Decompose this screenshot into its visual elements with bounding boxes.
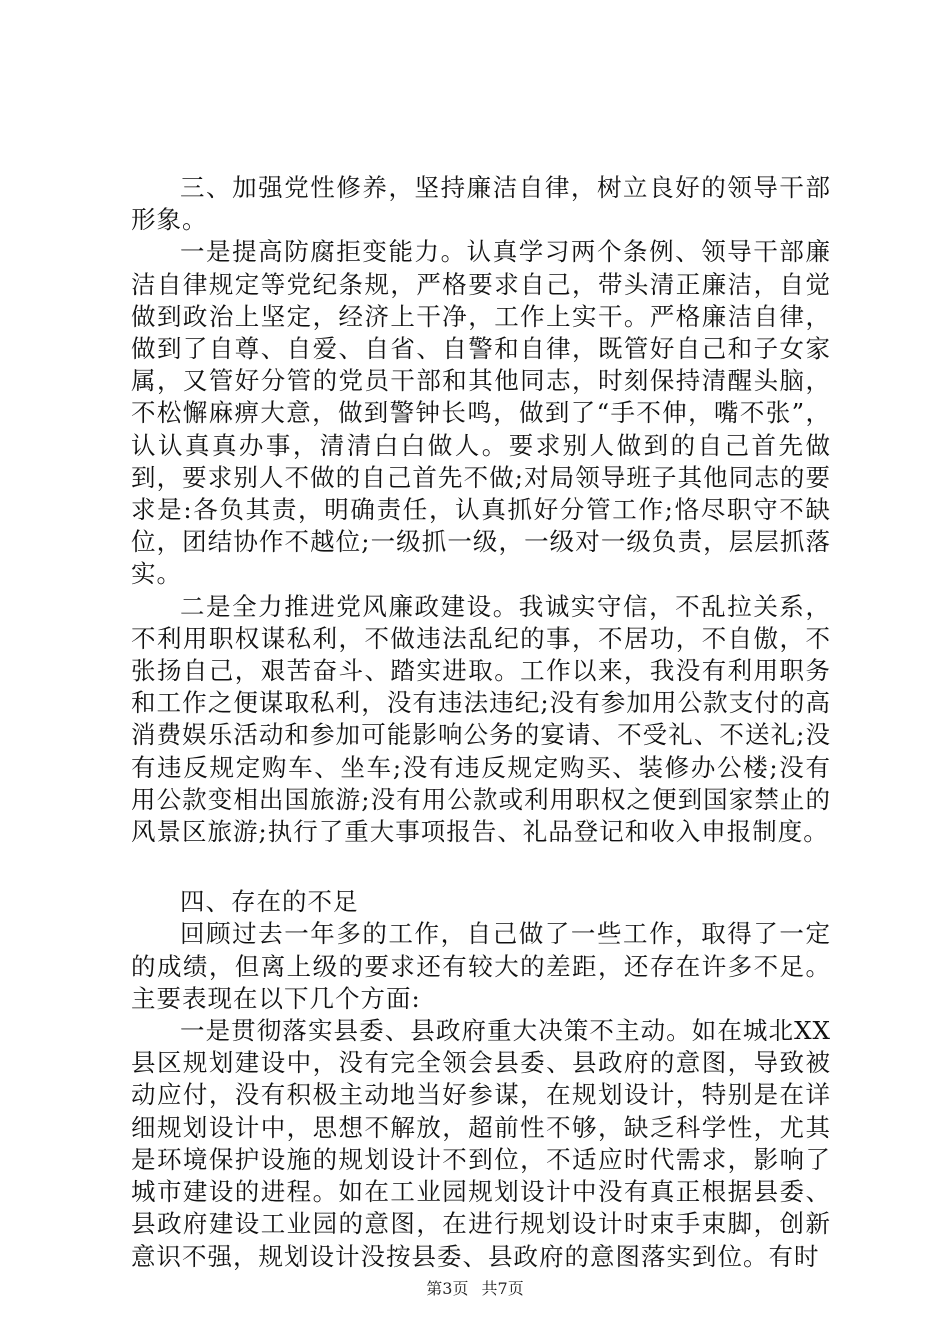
body-paragraph-party-conduct: 二是全力推进党风廉政建设。我诚实守信，不乱拉关系，不利用职权谋私利，不做违法乱纪的事，不居功，不自傲，不张扬自己，艰苦奋斗、踏实进取。工作以来，我没有利用职务和工作之便谋取私利，没有违法违纪;没有参加用公款支付的高消费娱乐活动和参加可能影响公务的宴请、不受礼、不送礼;没有违反规定购车、坐车;没有违反规定购买、装修办公楼;没有用公款变相出国旅游;没有用公款或利用职权之便到国家禁止的风景区旅游;执行了重大事项报告、礼品登记和收入申报制度。 — [131, 591, 831, 847]
page-total: 共7页 — [481, 1279, 524, 1298]
section-gap — [131, 848, 831, 886]
body-paragraph-shortcoming-one: 一是贯彻落实县委、县政府重大决策不主动。如在城北XX县区规划建设中，没有完全领会县委、县政府的意图，导致被动应付，没有积极主动地当好参谋，在规划设计，特别是在详细规划设计中，思想不解放，超前性不够，缺乏科学性，尤其是环境保护设施的规划设计不到位，不适应时代需求，影响了城市建设的进程。如在工业园规划设计中没有真正根据县委、县政府建设工业园的意图，在进行规划设计时束手束脚，创新意识不强，规划设计没按县委、县政府的意图落实到位。有时 — [131, 1016, 831, 1271]
section-three-heading-paragraph: 三、加强党性修养，坚持廉洁自律，树立良好的领导干部形象。 — [131, 173, 831, 235]
page-number: 第3页 — [426, 1279, 469, 1298]
section-four-heading: 四、存在的不足 — [180, 887, 359, 917]
document-body — [131, 172, 831, 1273]
body-paragraph-review: 回顾过去一年多的工作，自己做了一些工作，取得了一定的成绩，但离上级的要求还有较大的差距，还存在许多不足。主要表现在以下几个方面: — [131, 919, 831, 1013]
body-paragraph-anti-corruption: 一是提高防腐拒变能力。认真学习两个条例、领导干部廉洁自律规定等党纪条规，严格要求自己，带头清正廉洁，自觉做到政治上坚定，经济上干净，工作上实干。严格廉洁自律，做到了自尊、自爱、自省、自警和自律，既管好自己和子女家属，又管好分管的党员干部和其他同志，时刻保持清醒头脑，不松懈麻痹大意，做到警钟长鸣，做到了“手不伸，嘴不张”，认认真真办事，清清白白做人。要求别人做到的自己首先做到，要求别人不做的自己首先不做;对局领导班子其他同志的要求是:各负其责，明确责任，认真抓好分管工作;恪尽职守不缺位，团结协作不越位;一级抓一级，一级对一级负责，层层抓落实。 — [131, 237, 831, 589]
page-footer — [0, 1276, 950, 1299]
